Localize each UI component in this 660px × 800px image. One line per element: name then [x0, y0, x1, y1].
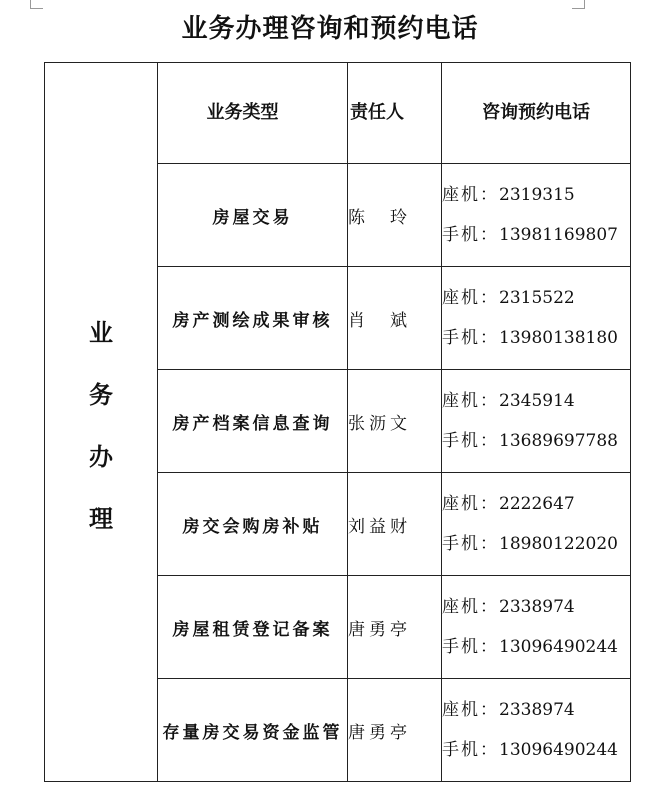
- phone-cell: [442, 370, 631, 473]
- mobile-line: 手机：13689697788: [442, 431, 618, 451]
- mobile-number: 13689697788: [499, 431, 618, 451]
- business-type-cell: 存量房交易资金监管: [158, 679, 348, 782]
- section-label-char: 办: [89, 443, 113, 471]
- mobile-number: 13980138180: [499, 328, 618, 348]
- landline-line: 座机：2338974: [442, 700, 575, 720]
- business-type-cell: 房屋租赁登记备案: [158, 576, 348, 679]
- landline-number: 2345914: [499, 391, 575, 411]
- mobile-line: 手机：13981169807: [442, 225, 618, 245]
- person-cell: 刘益财: [348, 473, 442, 576]
- header-person: 责任人: [348, 63, 442, 164]
- business-type-cell: 房产档案信息查询: [158, 370, 348, 473]
- landline-line: 座机：2222647: [442, 494, 575, 514]
- landline-line: 座机：2319315: [442, 185, 575, 205]
- landline-line: 座机：2345914: [442, 391, 575, 411]
- business-type-cell: 房产测绘成果审核: [158, 267, 348, 370]
- phone-cell: [442, 267, 631, 370]
- landline-number: 2315522: [499, 288, 575, 308]
- header-business-type: 业务类型: [158, 63, 348, 164]
- mobile-number: 13981169807: [499, 225, 618, 245]
- mobile-number: 18980122020: [499, 534, 618, 554]
- table-header-row: [45, 63, 631, 164]
- landline-line: 座机：2338974: [442, 597, 575, 617]
- section-label-char: 业: [89, 319, 113, 347]
- section-label-cell: [45, 63, 158, 782]
- person-cell: 肖 斌: [348, 267, 442, 370]
- person-cell: 唐勇亭: [348, 679, 442, 782]
- business-type-cell: 房屋交易: [158, 164, 348, 267]
- phone-cell: [442, 576, 631, 679]
- mobile-line: 手机：13980138180: [442, 328, 618, 348]
- person-cell: 张沥文: [348, 370, 442, 473]
- phone-cell: [442, 679, 631, 782]
- mobile-line: 手机：13096490244: [442, 740, 618, 760]
- business-type-cell: 房交会购房补贴: [158, 473, 348, 576]
- header-phone: 咨询预约电话: [442, 63, 631, 164]
- mobile-line: 手机：18980122020: [442, 534, 618, 554]
- document-title: 业务办理咨询和预约电话: [181, 14, 479, 44]
- section-label-char: 理: [89, 505, 113, 533]
- landline-number: 2338974: [499, 597, 575, 617]
- phone-cell: [442, 164, 631, 267]
- contact-table: [44, 62, 631, 782]
- person-cell: 唐勇亭: [348, 576, 442, 679]
- section-label-char: 务: [89, 381, 113, 409]
- landline-number: 2319315: [499, 185, 575, 205]
- person-cell: 陈 玲: [348, 164, 442, 267]
- mobile-number: 13096490244: [499, 637, 618, 657]
- landline-number: 2222647: [499, 494, 575, 514]
- phone-cell: [442, 473, 631, 576]
- mobile-number: 13096490244: [499, 740, 618, 760]
- mobile-line: 手机：13096490244: [442, 637, 618, 657]
- landline-line: 座机：2315522: [442, 288, 575, 308]
- landline-number: 2338974: [499, 700, 575, 720]
